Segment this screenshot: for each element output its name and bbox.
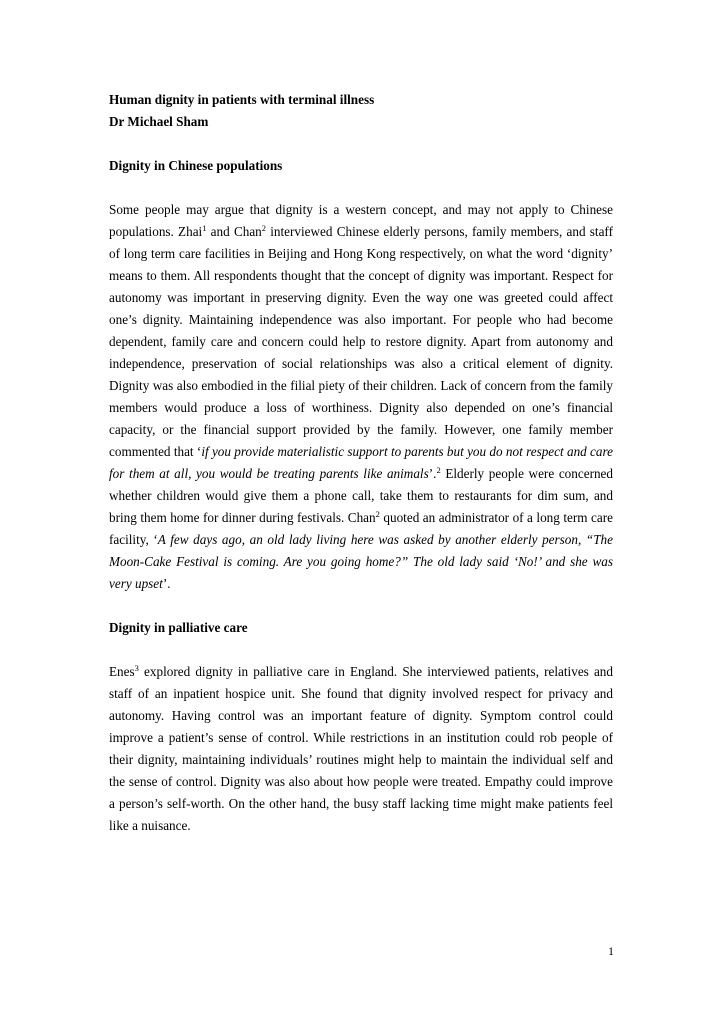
citation-superscript: 1 bbox=[202, 223, 207, 233]
quoted-text: A few days ago, an old lady living here was asked by another elderly person, “The Moon-Cake Festival is coming. Are you going home?” The old lady said ‘No!’ and she was very upset bbox=[109, 532, 613, 591]
paragraph-text: Enes bbox=[109, 664, 135, 679]
section-heading-palliative-care: Dignity in palliative care bbox=[109, 620, 248, 635]
section-heading-chinese-populations: Dignity in Chinese populations bbox=[109, 158, 283, 173]
spacer bbox=[109, 595, 613, 617]
document-page bbox=[109, 89, 613, 837]
section-paragraph-palliative-care bbox=[109, 661, 613, 837]
paragraph-text: Elderly people were concerned whether children would give them a phone call, take them to restaurants for dim sum, and bring them home for dinner during festivals. Chan bbox=[109, 466, 613, 525]
paragraph-text: ’. bbox=[428, 466, 437, 481]
document-title: Human dignity in patients with terminal illness bbox=[109, 92, 375, 107]
page-number: 1 bbox=[608, 944, 614, 958]
paragraph-text: and Chan bbox=[206, 224, 262, 239]
quoted-text: if you provide materialistic support to parents but you do not respect and care for them at all, you would be treating parents like animals bbox=[109, 444, 614, 481]
citation-superscript: 2 bbox=[375, 509, 380, 519]
citation-superscript: 3 bbox=[134, 663, 139, 673]
section-paragraph-chinese-populations bbox=[109, 199, 613, 595]
paragraph-text: ’. bbox=[162, 576, 171, 591]
spacer bbox=[109, 133, 613, 155]
spacer bbox=[109, 639, 613, 661]
document-author: Dr Michael Sham bbox=[109, 114, 209, 129]
citation-superscript: 2 bbox=[436, 465, 441, 475]
paragraph-text: explored dignity in palliative care in England. She interviewed patients, relatives and staff of an inpatient hospice unit. She found that dignity involved respect for privacy and autonomy. Having control was an important feature of dignity. Symptom control could improve a patient’s sense of control. While restrictions in an institution could rob people of their dignity, maintaining individuals’ routines might help to maintain the individual self and the sense of control. Dignity was also about how people were treated. Empathy could improve a person’s self-worth. On the other hand, the busy staff lacking time might make patients feel like a nuisance. bbox=[109, 664, 613, 833]
spacer bbox=[109, 177, 613, 199]
citation-superscript: 2 bbox=[261, 223, 267, 233]
paragraph-text: Some people may argue that dignity is a western concept, and may not apply to Chinese populations. Zhai bbox=[109, 202, 613, 239]
paragraph-text: interviewed Chinese elderly persons, family members, and staff of long term care facilities in Beijing and Hong Kong respectively, on what the word ‘dignity’ means to them. All respondents thought that the concept of dignity was important. Respect for autonomy was important in preserving dignity. Even the way one was greeted could affect one’s dignity. Maintaining independence was also important. For people who had become dependent, family care and concern could help to restore dignity. Apart from autonomy and independence, preservation of social relationships was also a critical element of dignity. Dignity was also embodied in the filial piety of their children. Lack of concern from the family members would produce a loss of worthiness. Dignity also depended on one’s financial capacity, or the financial support provided by the family. However, one family member commented that ‘ bbox=[109, 224, 613, 459]
paragraph-text: quoted an administrator of a long term care facility, ‘ bbox=[109, 510, 613, 547]
